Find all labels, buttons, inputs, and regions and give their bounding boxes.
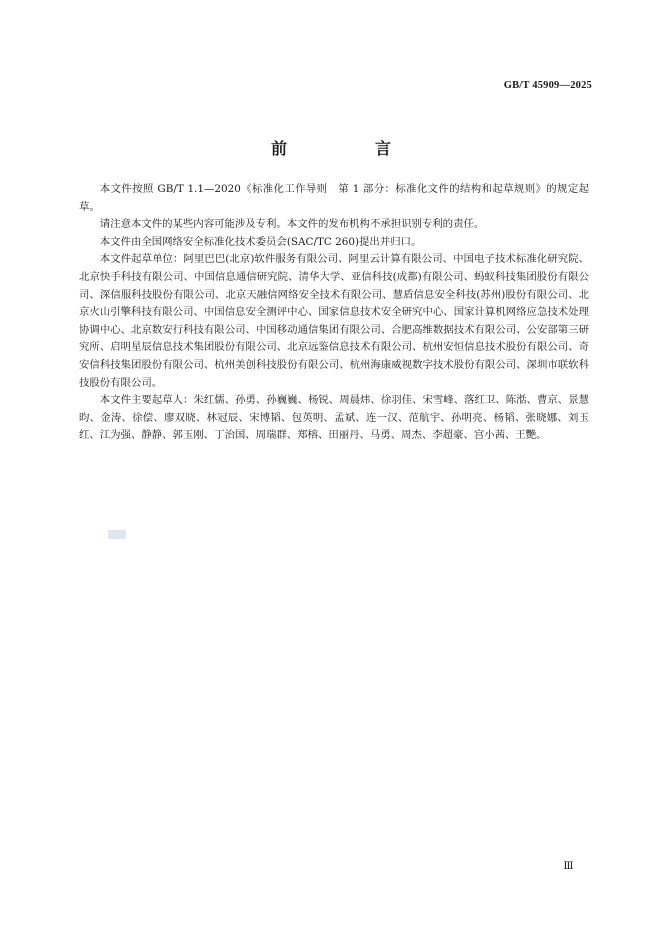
faint-watermark-stamp (108, 530, 126, 539)
paragraph-proposer: 本文件由全国网络安全标准化技术委员会(SAC/TC 260)提出并归口。 (99, 235, 422, 248)
paragraph-drafting-basis: 本文件按照 GB/T 1.1—2020《标准化工作导则 第 1 部分：标准化文件的结构和起草规则》的规定起草。 (79, 183, 589, 213)
page-number: Ⅲ (563, 861, 574, 872)
standard-number: GB/T 45909—2025 (503, 80, 592, 91)
paragraph-drafting-units: 本文件起草单位：阿里巴巴(北京)软件服务有限公司、阿里云计算有限公司、中国电子技术标准化研究院、北京快手科技有限公司、中国信息通信研究院、清华大学、亚信科技(成都)有限公司、蚂蚁科技集团股份有限公司、深信服科技股份有限公司、北京天融信网络安全技术有限公司、慧盾信息安全科技(苏州)股份有限公司、北京火山引擎科技有限公司、中国信息安全测评中心、国家信息技术安全研究中心、国家计算机网络应急技术处理协调中心、北京数安行科技有限公司、中国移动通信集团有限公司、合肥高维数据技术有限公司、公安部第三研究所、启明星辰信息技术集团股份有限公司、北京远鉴信息技术有限公司、杭州安恒信息技术股份有限公司、奇安信科技集团股份有限公司、杭州美创科技股份有限公司、杭州海康威视数字技术股份有限公司、深圳市联软科技股份有限公司。 (79, 253, 589, 389)
foreword-body (79, 181, 589, 445)
page-title: 前 言 (270, 139, 427, 158)
paragraph-drafters: 本文件主要起草人：朱红儒、孙勇、孙巍巍、杨锐、周晨炜、徐羽佳、宋雪峰、落红卫、陈湉、曹京、景慧昀、金涛、徐偿、廖双晓、林冠辰、宋博韬、包英明、孟斌、连一汉、范航宇、孙明亮、杨韬、张晓娜、刘玉红、江为强、静静、郭玉刚、丁治国、周瑞群、郑榕、田丽丹、马勇、周杰、李超豪、宫小茜、王艷。 (79, 394, 589, 442)
paragraph-patent-notice: 请注意本文件的某些内容可能涉及专利。本文件的发布机构不承担识别专利的责任。 (99, 218, 485, 231)
